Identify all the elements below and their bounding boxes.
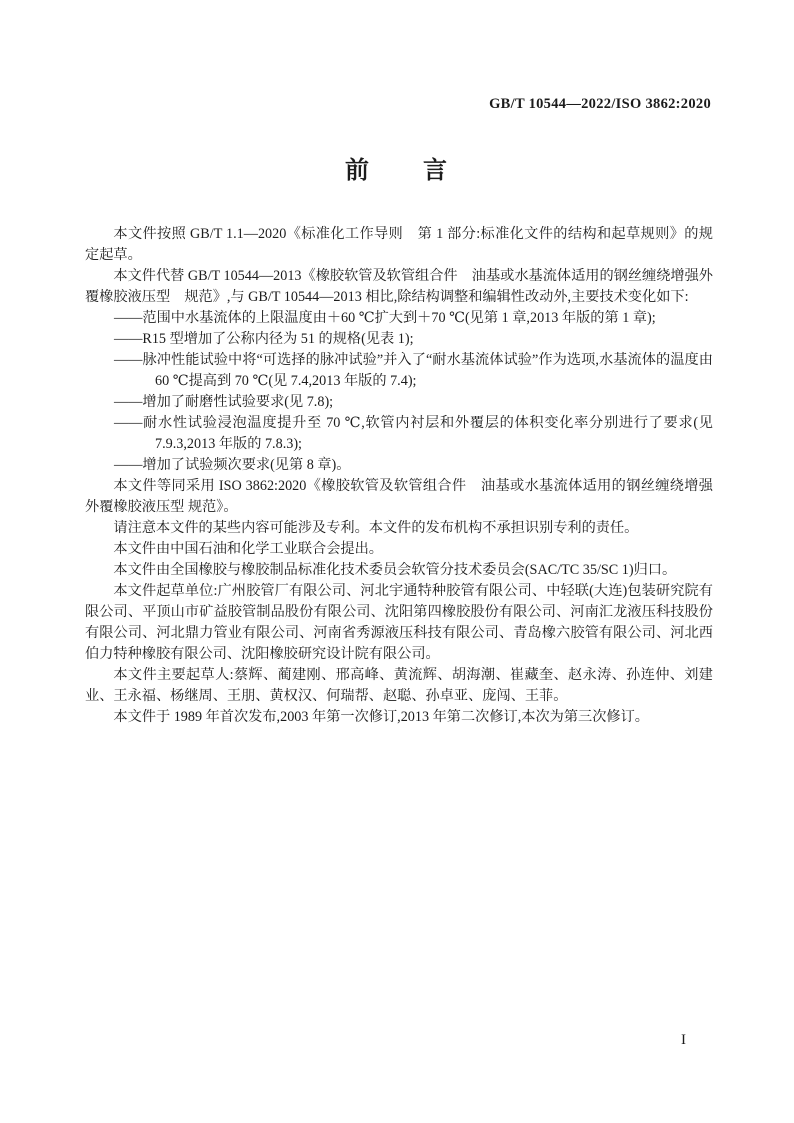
change-list-item: ——耐水性试验浸泡温度提升至 70 ℃,软管内衬层和外覆层的体积变化率分别进行了要求(见 7.9.3,2013 年版的 7.8.3);: [114, 415, 713, 452]
foreword-paragraph-drafting-organizations: 本文件起草单位:广州胶管厂有限公司、河北宇通特种胶管有限公司、中轻联(大连)包装研究院有限公司、平顶山市矿益胶管制品股份有限公司、沈阳第四橡胶股份有限公司、河南汇龙液压科技股份有限公司、河北鼎力管业有限公司、河南省秀源液压科技有限公司、青岛橡六胶管有限公司、河北西伯力特种橡胶有限公司、沈阳橡胶研究设计院有限公司。: [85, 583, 713, 662]
foreword-paragraph-drafters: 本文件主要起草人:蔡辉、蔺建刚、邢高峰、黄流辉、胡海潮、崔藏奎、赵永涛、孙连仲、刘建业、王永福、杨继周、王朋、黄权汉、何瑞帮、赵聪、孙卓亚、庞闯、王菲。: [85, 667, 713, 704]
change-list-item: ——增加了试验频次要求(见第 8 章)。: [114, 457, 351, 473]
page-number: I: [681, 1032, 686, 1048]
foreword-paragraph-proposer: 本文件由中国石油和化学工业联合会提出。: [113, 541, 383, 557]
foreword-paragraph-history: 本文件于 1989 年首次发布,2003 年第一次修订,2013 年第二次修订,本次为第三次修订。: [113, 709, 649, 725]
foreword-body: [85, 224, 713, 728]
foreword-paragraph-committee: 本文件由全国橡胶与橡胶制品标准化技术委员会软管分技术委员会(SAC/TC 35/SC 1)归口。: [113, 562, 677, 578]
foreword-paragraph-basis: 本文件按照 GB/T 1.1—2020《标准化工作导则 第 1 部分:标准化文件的结构和起草规则》的规定起草。: [85, 226, 713, 263]
foreword-paragraph-replaces: 本文件代替 GB/T 10544—2013《橡胶软管及软管组合件 油基或水基流体适用的钢丝缠绕增强外覆橡胶液压型 规范》,与 GB/T 10544—2013 相比,除结构调整和编辑性改动外,主要技术变化如下:: [85, 268, 713, 305]
page-title: 前 言: [345, 157, 449, 184]
change-list-item: ——脉冲性能试验中将“可选择的脉冲试验”并入了“耐水基流体试验”作为选项,水基流体的温度由 60 ℃提高到 70 ℃(见 7.4,2013 年版的 7.4);: [114, 352, 713, 389]
foreword-paragraph-iso-adoption: 本文件等同采用 ISO 3862:2020《橡胶软管及软管组合件 油基或水基流体适用的钢丝缠绕增强外覆橡胶液压型 规范》。: [85, 478, 713, 515]
change-list-item: ——增加了耐磨性试验要求(见 7.8);: [114, 394, 334, 410]
foreword-paragraph-patent-note: 请注意本文件的某些内容可能涉及专利。本文件的发布机构不承担识别专利的责任。: [113, 520, 639, 536]
standard-code: GB/T 10544—2022/ISO 3862:2020: [489, 96, 711, 112]
change-list-item: ——范围中水基流体的上限温度由＋60 ℃扩大到＋70 ℃(见第 1 章,2013 年版的第 1 章);: [114, 310, 656, 326]
change-list-item: ——R15 型增加了公称内径为 51 的规格(见表 1);: [114, 331, 414, 347]
